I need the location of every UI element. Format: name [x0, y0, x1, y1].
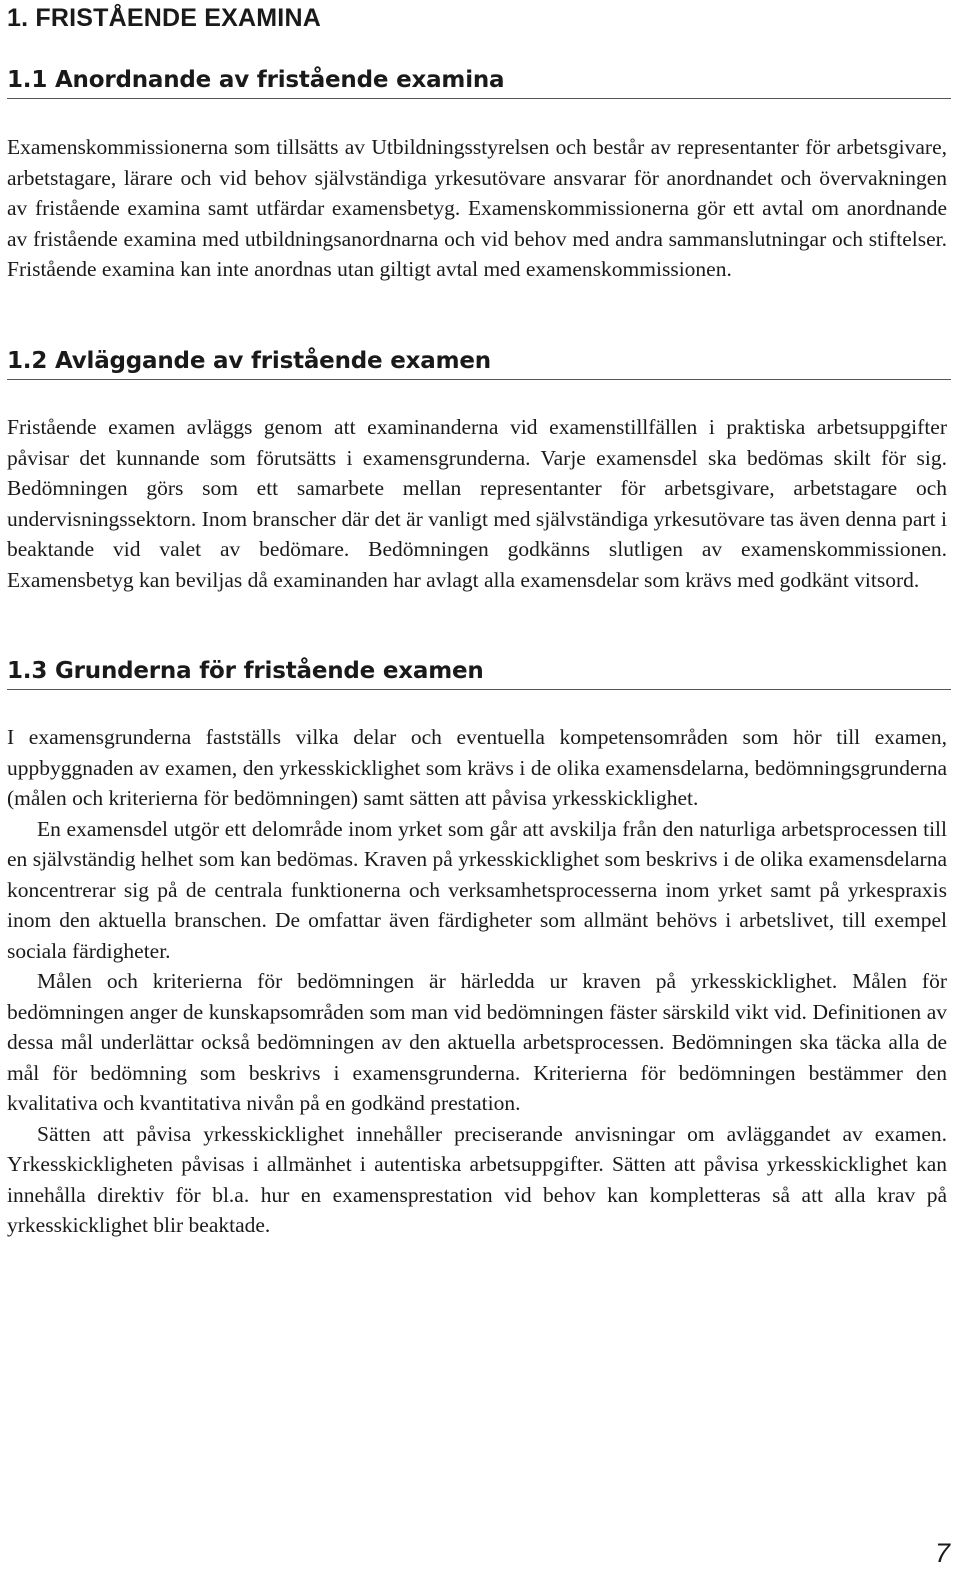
section-title-1-1: 1.1 Anordnande av fristående examina	[7, 65, 951, 99]
paragraph: Målen och kriterierna för bedömningen är härledda ur kraven på yrkesskicklighet. Målen för bedömningen anger de kunskapsområden som man vid bedömningen fäster särskild vikt vid. Definitionen av dessa mål underlättar också bedömningen av den aktuella arbetsprocessen. Bedömningen ska täcka alla de mål för bedömning som beskrivs i examensgrunderna. Kriterierna för bedömningen bestämmer den kvalitativa och kvantitativa nivån på en godkänd prestation.	[7, 969, 947, 1115]
chapter-title: 1. FRISTÅENDE EXAMINA	[7, 4, 321, 32]
page-number: 7	[934, 1538, 950, 1568]
paragraph: En examensdel utgör ett delområde inom yrket som går att avskilja från den naturliga arbetsprocessen till en självständig helhet som kan bedömas. Kraven på yrkesskicklighet som beskrivs i de olika examensdelarna koncentrerar sig på de centrala funktionerna och verksamhetsprocesserna inom yrket samt på yrkespraxis inom den aktuella branschen. De omfattar även färdigheter som allmänt behövs i arbetslivet, till exempel sociala färdigheter.	[7, 816, 947, 963]
section-title-1-2: 1.2 Avläggande av fristående examen	[7, 346, 951, 380]
section-title-1-3: 1.3 Grunderna för fristående examen	[7, 656, 951, 690]
section-body-1-3	[7, 722, 947, 1241]
section-body-1-2	[7, 412, 947, 595]
paragraph: I examensgrunderna fastställs vilka delar och eventuella kompetensområden som hör till examen, uppbyggnaden av examen, den yrkesskicklighet som krävs i de olika examensdelarna, bedömningsgrunderna (målen och kriterierna för bedömningen) samt sätten att påvisa yrkesskicklighet.	[7, 725, 947, 810]
paragraph: Sätten att påvisa yrkesskicklighet innehåller preciserande anvisningar om avläggandet av examen. Yrkesskickligheten påvisas i allmänhet i autentiska arbetsuppgifter. Sätten att påvisa yrkesskicklighet kan innehålla direktiv för bl.a. hur en examensprestation vid behov kan kompletteras så att alla krav på yrkesskicklighet blir beaktade.	[7, 1121, 947, 1237]
section-body-1-1	[7, 132, 947, 285]
paragraph: Fristående examen avläggs genom att examinanderna vid examenstillfällen i praktiska arbetsuppgifter påvisar det kunnande som förutsätts i examensgrunderna. Varje examensdel ska bedömas skilt för sig. Bedömningen görs som ett samarbete mellan representanter för arbetsgivare, arbetstagare och undervisningssektorn. Inom branscher där det är vanligt med självständiga yrkesutövare tas även denna part i beaktande vid valet av bedömare. Bedömningen godkänns slutligen av examenskommissionen. Examensbetyg kan beviljas då examinanden har avlagt alla examensdelar som krävs med godkänt vitsord.	[7, 415, 947, 592]
paragraph: Examenskommissionerna som tillsätts av Utbildningsstyrelsen och består av representanter för arbetsgivare, arbetstagare, lärare och vid behov självständiga yrkesutövare ansvarar för anordnandet och övervakningen av fristående examina samt utfärdar examensbetyg. Examenskommissionerna gör ett avtal om anordnande av fristående examina med utbildningsanordnarna och vid behov med andra sammanslutningar och stiftelser. Fristående examina kan inte anordnas utan giltigt avtal med examenskommissionen.	[7, 135, 947, 281]
